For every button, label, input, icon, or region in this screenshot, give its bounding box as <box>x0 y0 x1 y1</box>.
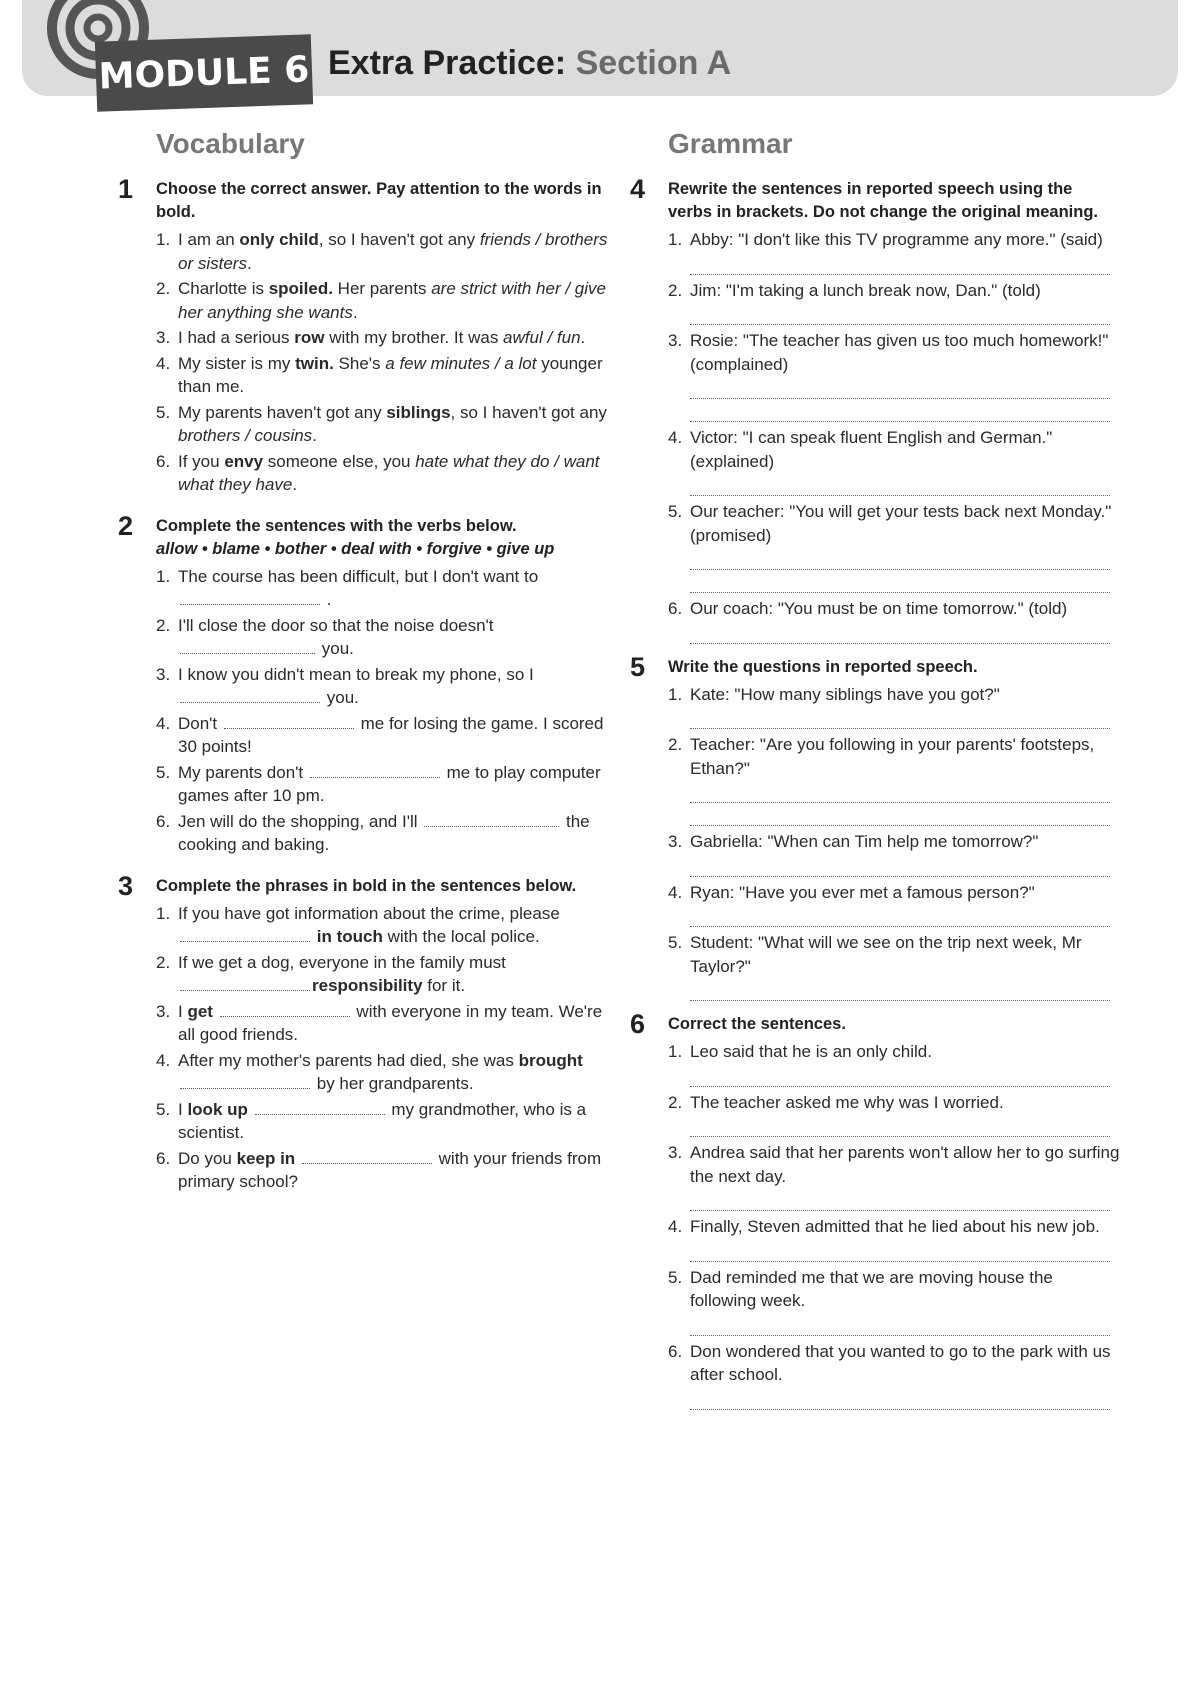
answer-line[interactable] <box>690 1387 1110 1410</box>
answer-blank[interactable] <box>180 927 310 942</box>
answer-line[interactable] <box>690 978 1110 1001</box>
list-item <box>156 277 608 324</box>
exercise-4 <box>630 174 1120 644</box>
item-text: The teacher asked me why was I worried. <box>690 1092 1004 1112</box>
title-sub: Section A <box>575 44 732 82</box>
item-text: for it. <box>422 976 466 995</box>
answer-blank[interactable] <box>180 688 320 703</box>
answer-blank[interactable] <box>424 812 559 827</box>
list-item <box>156 663 608 710</box>
exercise-1-items <box>156 228 608 497</box>
exercise-number: 4 <box>630 174 646 204</box>
item-text: Do you <box>178 1148 237 1168</box>
item-text: Leo said that he is an only child. <box>690 1042 932 1061</box>
list-item <box>156 565 608 612</box>
list-item <box>668 830 1120 877</box>
item-number: 1. <box>668 1042 683 1061</box>
exercise-instruction: Rewrite the sentences in reported speech using the verbs in brackets. Do not change the original meaning. <box>668 180 1099 221</box>
exercise-4-items <box>668 228 1120 644</box>
list-item <box>156 614 608 661</box>
item-text: . <box>246 253 252 273</box>
item-number: 5. <box>668 1267 683 1287</box>
item-number: 4. <box>668 428 683 447</box>
list-item <box>156 761 608 808</box>
list-item <box>156 401 608 448</box>
item-number: 2. <box>156 952 171 972</box>
exercise-instruction: Choose the correct answer. Pay attention to the words in bold. <box>156 180 602 221</box>
answer-line[interactable] <box>690 1064 1110 1087</box>
key-word: spoiled. <box>268 279 333 298</box>
list-item <box>156 228 608 275</box>
key-word: row <box>294 328 325 347</box>
item-text: with the local police. <box>382 927 540 946</box>
answer-options[interactable]: awful / fun <box>503 328 581 347</box>
item-text: If we get a dog, everyone in the family must <box>178 952 506 972</box>
answer-blank[interactable] <box>180 976 310 991</box>
answer-line[interactable] <box>690 904 1110 927</box>
exercise-number: 5 <box>630 651 646 682</box>
item-text: Finally, Steven admitted that he lied about his new job. <box>690 1217 1100 1236</box>
item-text: someone else, you <box>263 451 416 471</box>
item-text: Jen will do the shopping, and I'll <box>178 811 418 831</box>
answer-blank[interactable] <box>180 590 320 605</box>
item-number: 3. <box>668 331 683 350</box>
exercise-1 <box>118 174 608 497</box>
list-item <box>668 1091 1120 1138</box>
item-text: Andrea said that her parents won't allow her to go surfing the next day. <box>690 1143 1120 1186</box>
item-text: Rosie: "The teacher has given us too much homework!" (complained) <box>690 331 1109 374</box>
grammar-column <box>630 128 1120 1414</box>
item-number: 2. <box>668 280 683 300</box>
answer-blank[interactable] <box>310 763 440 778</box>
exercise-6 <box>630 1009 1120 1410</box>
list-item <box>668 426 1120 496</box>
list-item <box>668 1266 1120 1336</box>
answer-line[interactable] <box>690 1313 1110 1336</box>
item-number: 1. <box>156 903 171 923</box>
exercise-2-items <box>156 565 608 857</box>
key-phrase: keep in <box>236 1148 296 1168</box>
key-word: envy <box>224 451 264 471</box>
item-number: 4. <box>156 353 171 373</box>
item-number: 3. <box>156 328 171 347</box>
item-text: I am an <box>178 230 240 249</box>
item-text: I'll close the door so that the noise doesn't <box>178 615 494 635</box>
item-text: by her grandparents. <box>316 1074 474 1093</box>
item-number: 1. <box>156 566 171 586</box>
item-text: Abby: "I don't like this TV programme any more." (said) <box>690 230 1103 249</box>
item-text: . <box>352 302 358 322</box>
item-text: Teacher: "Are you following in your parents' footsteps, Ethan?" <box>690 735 1095 778</box>
answer-line[interactable] <box>690 473 1110 496</box>
list-item <box>668 329 1120 422</box>
list-item <box>156 326 608 350</box>
key-word: siblings <box>386 402 451 422</box>
answer-line[interactable] <box>690 399 1110 422</box>
answer-options[interactable]: a few minutes / a lot <box>385 353 537 373</box>
item-text: Gabriella: "When can Tim help me tomorrow?" <box>690 832 1039 851</box>
key-word: only child <box>239 230 319 249</box>
item-number: 4. <box>668 1217 683 1236</box>
item-text: me to play computer games after 10 pm. <box>178 762 601 805</box>
answer-line[interactable] <box>690 1114 1110 1137</box>
item-number: 1. <box>156 230 171 249</box>
exercise-instruction: Complete the sentences with the verbs below. <box>156 516 517 535</box>
item-text: with your friends from primary school? <box>178 1148 602 1191</box>
item-text: Student: "What will we see on the trip next week, Mr Taylor?" <box>690 933 1082 976</box>
exercise-3 <box>118 870 608 1194</box>
item-text: you. <box>321 639 354 658</box>
key-phrase: responsibility <box>312 976 423 995</box>
item-text: . <box>326 590 332 609</box>
item-text: Victor: "I can speak fluent English and German." (explained) <box>690 428 1053 471</box>
answer-line[interactable] <box>690 376 1110 399</box>
item-number: 6. <box>156 451 171 471</box>
module-label: MODULE 6 <box>98 48 310 98</box>
item-number: 5. <box>668 502 683 521</box>
item-number: 4. <box>668 882 683 902</box>
item-number: 5. <box>156 762 171 782</box>
exercise-number: 3 <box>118 870 134 901</box>
item-text: with my brother. It was <box>324 328 504 347</box>
item-text: If you <box>178 451 225 471</box>
list-item <box>668 733 1120 826</box>
answer-blank[interactable] <box>302 1149 432 1164</box>
exercise-5-items <box>668 683 1120 1002</box>
item-text: She's <box>333 353 386 373</box>
list-item <box>668 1141 1120 1211</box>
exercise-6-items <box>668 1040 1120 1410</box>
item-text: younger than me. <box>178 353 603 396</box>
item-number: 5. <box>156 402 171 422</box>
item-text: My parents haven't got any <box>178 402 387 422</box>
answer-blank[interactable] <box>180 1074 310 1089</box>
item-text: , so I haven't got any <box>450 402 607 422</box>
item-text: Kate: "How many siblings have you got?" <box>690 684 1000 704</box>
list-item <box>668 683 1120 730</box>
key-phrase: get <box>187 1001 213 1021</box>
item-text: Dad reminded me that we are moving house the following week. <box>690 1267 1053 1310</box>
key-phrase: brought <box>518 1050 583 1070</box>
list-item <box>668 881 1120 928</box>
item-number: 2. <box>156 279 171 298</box>
answer-line[interactable] <box>690 252 1110 275</box>
answer-blank[interactable] <box>224 714 354 729</box>
item-number: 6. <box>156 811 171 831</box>
title-main: Extra Practice: <box>328 44 567 82</box>
list-item <box>156 712 608 759</box>
list-item <box>156 1049 608 1096</box>
list-item <box>156 1147 608 1194</box>
answer-blank[interactable] <box>220 1002 350 1017</box>
item-text: with everyone in my team. We're all good friends. <box>178 1001 603 1044</box>
answer-line[interactable] <box>690 1188 1110 1211</box>
module-badge <box>95 34 313 111</box>
item-number: 6. <box>668 1341 683 1361</box>
item-number: 3. <box>668 832 683 851</box>
exercise-2 <box>118 510 608 857</box>
item-text: Don wondered that you wanted to go to the park with us after school. <box>690 1341 1111 1384</box>
item-text: the cooking and baking. <box>178 811 590 854</box>
list-item <box>668 931 1120 1001</box>
item-number: 1. <box>668 230 683 249</box>
exercise-5 <box>630 651 1120 1002</box>
exercise-number: 2 <box>118 510 134 541</box>
answer-options[interactable]: friends / brothers or sisters <box>178 230 608 273</box>
list-item <box>668 500 1120 593</box>
item-text: My parents don't <box>178 762 304 782</box>
item-number: 2. <box>668 1092 683 1112</box>
list-item <box>668 279 1120 326</box>
answer-line[interactable] <box>690 780 1110 803</box>
answer-options[interactable]: brothers / cousins <box>178 426 313 445</box>
item-text: I had a serious <box>178 328 295 347</box>
list-item <box>156 1000 608 1047</box>
item-number: 2. <box>668 735 683 754</box>
item-text: Charlotte is <box>178 279 269 298</box>
list-item <box>668 1340 1120 1410</box>
item-text: Don't <box>178 713 218 733</box>
key-word: twin. <box>295 353 334 373</box>
list-item <box>156 810 608 857</box>
vocabulary-column <box>118 128 608 1196</box>
word-bank: allow • blame • bother • deal with • forgive • give up <box>156 539 555 558</box>
item-number: 1. <box>668 684 683 704</box>
answer-line[interactable] <box>690 1239 1110 1262</box>
item-number: 4. <box>156 713 171 733</box>
page-title <box>328 44 731 83</box>
exercise-instruction: Write the questions in reported speech. <box>668 657 978 676</box>
item-text: Our coach: "You must be on time tomorrow." (told) <box>690 599 1068 618</box>
item-text: I <box>178 1099 188 1119</box>
item-text: Ryan: "Have you ever met a famous person?" <box>690 882 1035 902</box>
key-phrase: look up <box>187 1099 248 1119</box>
item-text: Our teacher: "You will get your tests back next Monday." (promised) <box>690 502 1112 545</box>
item-number: 6. <box>668 599 683 618</box>
answer-line[interactable] <box>690 570 1110 593</box>
answer-options[interactable]: are strict with her / give her anything she wants <box>178 279 606 322</box>
list-item <box>156 352 608 399</box>
item-text: The course has been difficult, but I don't want to <box>178 566 539 586</box>
key-phrase: in touch <box>316 927 383 946</box>
item-text: , so I haven't got any <box>318 230 480 249</box>
item-text: me for losing the game. I scored 30 points! <box>178 713 604 756</box>
item-text: Jim: "I'm taking a lunch break now, Dan." (told) <box>690 280 1041 300</box>
list-item <box>156 450 608 497</box>
answer-line[interactable] <box>690 803 1110 826</box>
item-text: I know you didn't mean to break my phone, so I <box>178 664 534 684</box>
answer-line[interactable] <box>690 302 1110 325</box>
answer-line[interactable] <box>690 547 1110 570</box>
list-item <box>668 597 1120 644</box>
item-text: . <box>580 328 586 347</box>
list-item <box>156 1098 608 1145</box>
item-number: 3. <box>156 1001 171 1021</box>
item-number: 3. <box>156 664 171 684</box>
item-text: you. <box>326 688 359 707</box>
list-item <box>668 228 1120 275</box>
list-item <box>668 1040 1120 1087</box>
exercise-instruction: Complete the phrases in bold in the sentences below. <box>156 876 577 895</box>
exercise-3-items <box>156 902 608 1194</box>
answer-blank[interactable] <box>180 639 315 654</box>
item-text: My sister is my <box>178 353 296 373</box>
answer-blank[interactable] <box>255 1100 385 1115</box>
item-number: 4. <box>156 1050 171 1070</box>
item-text: If you have got information about the crime, please <box>178 903 560 923</box>
item-text: I <box>178 1001 188 1021</box>
exercise-instruction: Correct the sentences. <box>668 1015 846 1033</box>
vocabulary-heading: Vocabulary <box>156 128 305 159</box>
list-item <box>156 951 608 998</box>
answer-options[interactable]: hate what they do / want what they have <box>178 451 600 494</box>
item-number: 2. <box>156 615 171 635</box>
item-number: 5. <box>156 1099 171 1119</box>
list-item <box>668 1215 1120 1262</box>
list-item <box>156 902 608 949</box>
item-number: 3. <box>668 1143 683 1162</box>
item-text: my grandmother, who is a scientist. <box>178 1099 587 1142</box>
item-text: . <box>312 426 317 445</box>
answer-line[interactable] <box>690 706 1110 729</box>
answer-line[interactable] <box>690 621 1110 644</box>
answer-line[interactable] <box>690 854 1110 877</box>
item-text: Her parents <box>332 279 432 298</box>
grammar-heading: Grammar <box>668 128 793 159</box>
item-text: After my mother's parents had died, she was <box>178 1050 519 1070</box>
item-number: 5. <box>668 933 683 952</box>
item-number: 6. <box>156 1148 171 1168</box>
exercise-number: 1 <box>118 174 134 204</box>
exercise-number: 6 <box>630 1009 646 1039</box>
item-text: . <box>292 475 298 494</box>
